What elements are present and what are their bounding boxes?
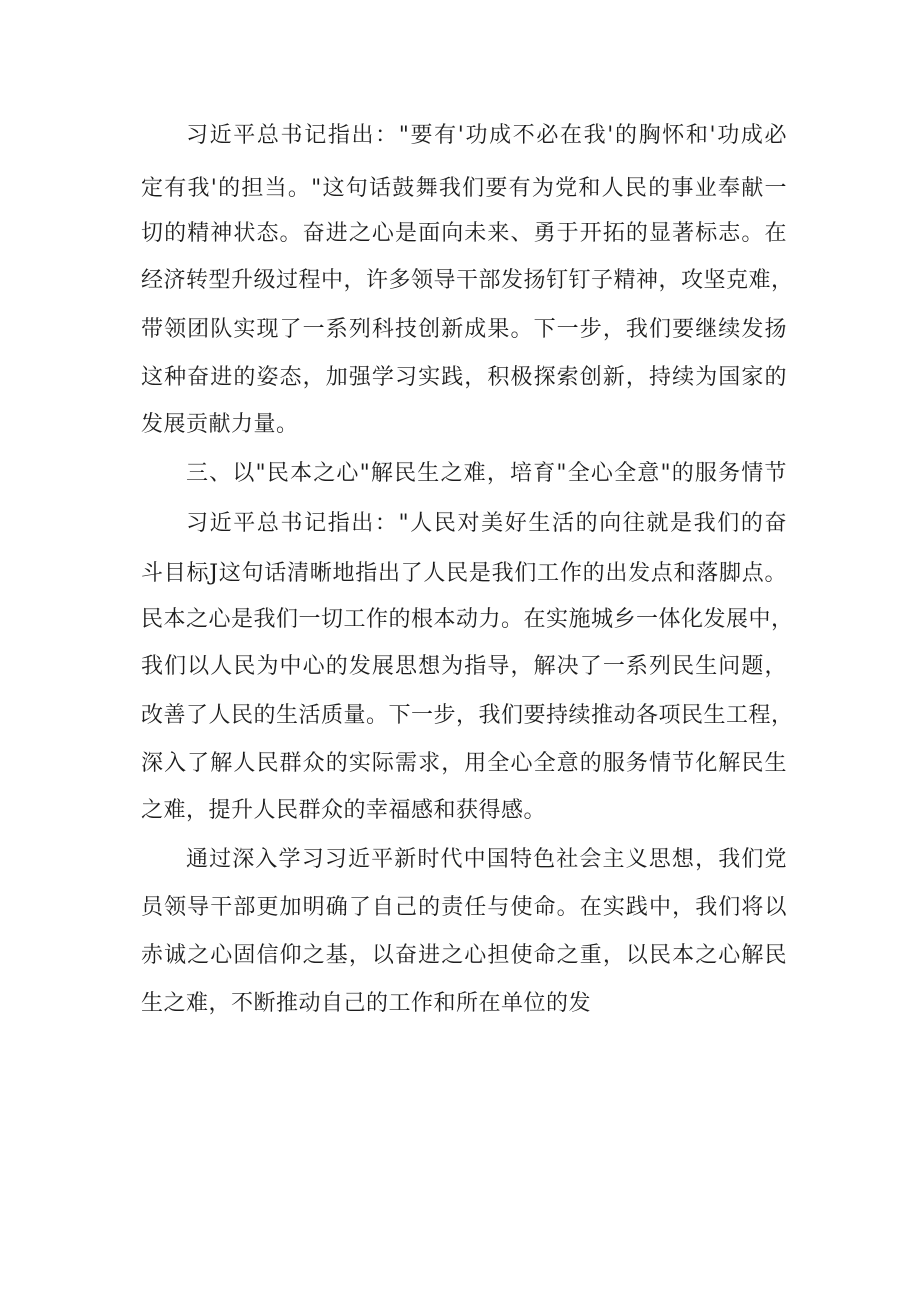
- section-heading-3: 三、以"民本之心"解民生之难，培育"全心全意"的服务情节: [186, 461, 787, 486]
- paragraph-1-line-4: 经济转型升级过程中，许多领导干部发扬钉钉子精神，攻坚克难，: [141, 268, 794, 293]
- paragraph-1-line-3: 切的精神状态。奋进之心是面向未来、勇于开拓的显著标志。在: [141, 221, 787, 246]
- paragraph-2-line-5: 改善了人民的生活质量。下一步，我们要持续推动各项民生工程，: [141, 703, 794, 728]
- paragraph-3-line-1: 通过深入学习习近平新时代中国特色社会主义思想，我们党: [186, 847, 787, 872]
- paragraph-3-line-3: 赤诚之心固信仰之基，以奋进之心担使命之重，以民本之心解民: [141, 943, 787, 968]
- paragraph-2-line-2: 斗目标J这句话清晰地指出了人民是我们工作的出发点和落脚点。: [141, 561, 787, 586]
- paragraph-2-line-3: 民本之心是我们一切工作的根本动力。在实施城乡一体化发展中，: [141, 607, 794, 632]
- paragraph-1-line-1: 习近平总书记指出："要有'功成不必在我'的胸怀和'功成必: [186, 123, 787, 148]
- paragraph-1-line-7: 发展贡献力量。: [141, 412, 299, 437]
- paragraph-3-line-4: 生之难，不断推动自己的工作和所在单位的发: [141, 991, 592, 1016]
- paragraph-1-line-6: 这种奋进的姿态，加强学习实践，积极探索创新，持续为国家的: [141, 365, 787, 390]
- paragraph-2-line-4: 我们以人民为中心的发展思想为指导，解决了一系列民生问题，: [141, 654, 787, 679]
- paragraph-3-line-2: 员领导干部更加明确了自己的责任与使命。在实践中，我们将以: [141, 895, 787, 920]
- paragraph-1-line-5: 带领团队实现了一系列科技创新成果。下一步，我们要继续发扬: [141, 317, 787, 342]
- paragraph-1-line-2: 定有我'的担当。"这句话鼓舞我们要有为党和人民的事业奉献一: [141, 176, 787, 201]
- paragraph-2-line-7: 之难，提升人民群众的幸福感和获得感。: [141, 798, 547, 823]
- paragraph-2-line-6: 深入了解人民群众的实际需求，用全心全意的服务情节化解民生: [141, 751, 787, 776]
- paragraph-2-line-1: 习近平总书记指出："人民对美好生活的向往就是我们的奋: [186, 511, 787, 536]
